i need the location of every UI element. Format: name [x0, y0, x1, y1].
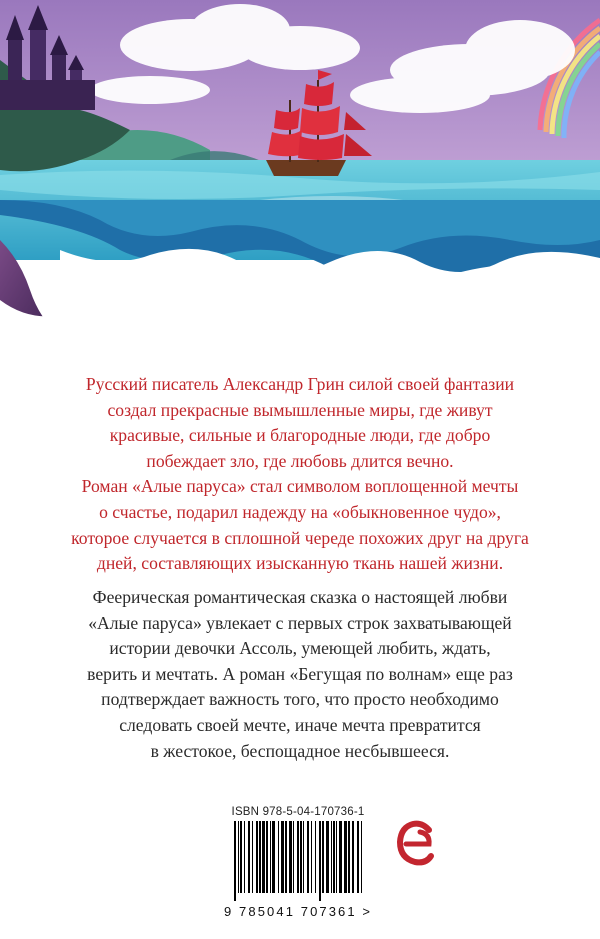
barcode-bar — [259, 821, 261, 893]
barcode-bar — [336, 821, 337, 893]
barcode-bar — [322, 821, 324, 893]
blurb-red-line: дней, составляющих изысканную ткань нашей жизни. — [96, 553, 504, 574]
barcode-bar — [285, 821, 287, 893]
barcode-bar — [311, 821, 312, 893]
blurb-black-line: в жестокое, беспощадное несбывшееся. — [150, 740, 450, 761]
blurb-red-line: красивые, сильные и благородные люди, где добро — [109, 425, 491, 446]
barcode-bar — [297, 821, 299, 893]
barcode-bar — [326, 821, 329, 893]
barcode-bar — [238, 821, 239, 893]
cover-illustration — [0, 0, 600, 340]
blurb-red — [40, 372, 560, 577]
barcode-bar — [333, 821, 335, 893]
barcode-bar — [293, 821, 294, 893]
barcode-bar — [262, 821, 265, 893]
blurb-red-line: о счастье, подарил надежду на «обыкновенное чудо», — [99, 501, 501, 522]
barcode-bar — [303, 821, 304, 893]
blurb-black-line: следовать своей мечте, иначе мечта превратится — [119, 714, 481, 735]
blurb-black-line: Феерическая романтическая сказка о настоящей любви — [92, 587, 508, 607]
blurb-black-line: верить и мечтать. А роман «Бегущая по волнам» еще раз — [87, 663, 513, 684]
barcode-bar — [319, 821, 321, 901]
ean-number: 9 785041 707361 > — [224, 904, 373, 919]
barcode-bar — [256, 821, 258, 893]
blurb-black-line: подтверждает важность того, что просто необходимо — [101, 689, 499, 710]
blurb-black-line: истории девочки Ассоль, умеющей любить, ждать, — [109, 638, 491, 659]
barcode-bar — [248, 821, 250, 893]
barcode-bar — [281, 821, 284, 893]
isbn-block — [224, 806, 373, 919]
isbn-label: ISBN 978-5-04-170736-1 — [231, 806, 365, 818]
blurb-red-line: Роман «Алые паруса» стал символом воплощенной мечты — [81, 476, 519, 497]
blurb-black — [40, 585, 560, 764]
barcode-bar — [234, 821, 236, 901]
barcode-bar — [278, 821, 279, 893]
eksmo-logo-icon — [396, 820, 436, 866]
barcode-bar — [252, 821, 253, 893]
barcode-bar — [300, 821, 302, 893]
barcode-bar — [266, 821, 268, 893]
barcode-bar — [331, 821, 332, 893]
barcode-bar — [315, 821, 316, 893]
barcode-bar — [361, 821, 362, 893]
barcode-bar — [339, 821, 342, 893]
barcode-bar — [352, 821, 354, 893]
barcode-bar — [272, 821, 275, 893]
blurb-red-line: которое случается в сплошной череде похожих друг на друга — [71, 527, 529, 548]
barcode-bar — [270, 821, 271, 893]
blurb-red-line: создал прекрасные вымышленные миры, где живут — [107, 399, 493, 420]
blurb-red-line: Русский писатель Александр Грин силой своей фантазии — [85, 374, 515, 394]
barcode-bar — [348, 821, 350, 893]
barcode — [228, 821, 368, 901]
barcode-bar — [307, 821, 309, 893]
barcode-bar — [240, 821, 242, 893]
barcode-bar — [357, 821, 359, 893]
barcode-bar — [344, 821, 347, 893]
barcode-bar — [244, 821, 245, 893]
blurb-red-line: побеждает зло, где любовь длится вечно. — [146, 450, 454, 471]
blurb-black-line: «Алые паруса» увлекает с первых строк захватывающей — [88, 612, 512, 633]
barcode-bar — [289, 821, 292, 893]
